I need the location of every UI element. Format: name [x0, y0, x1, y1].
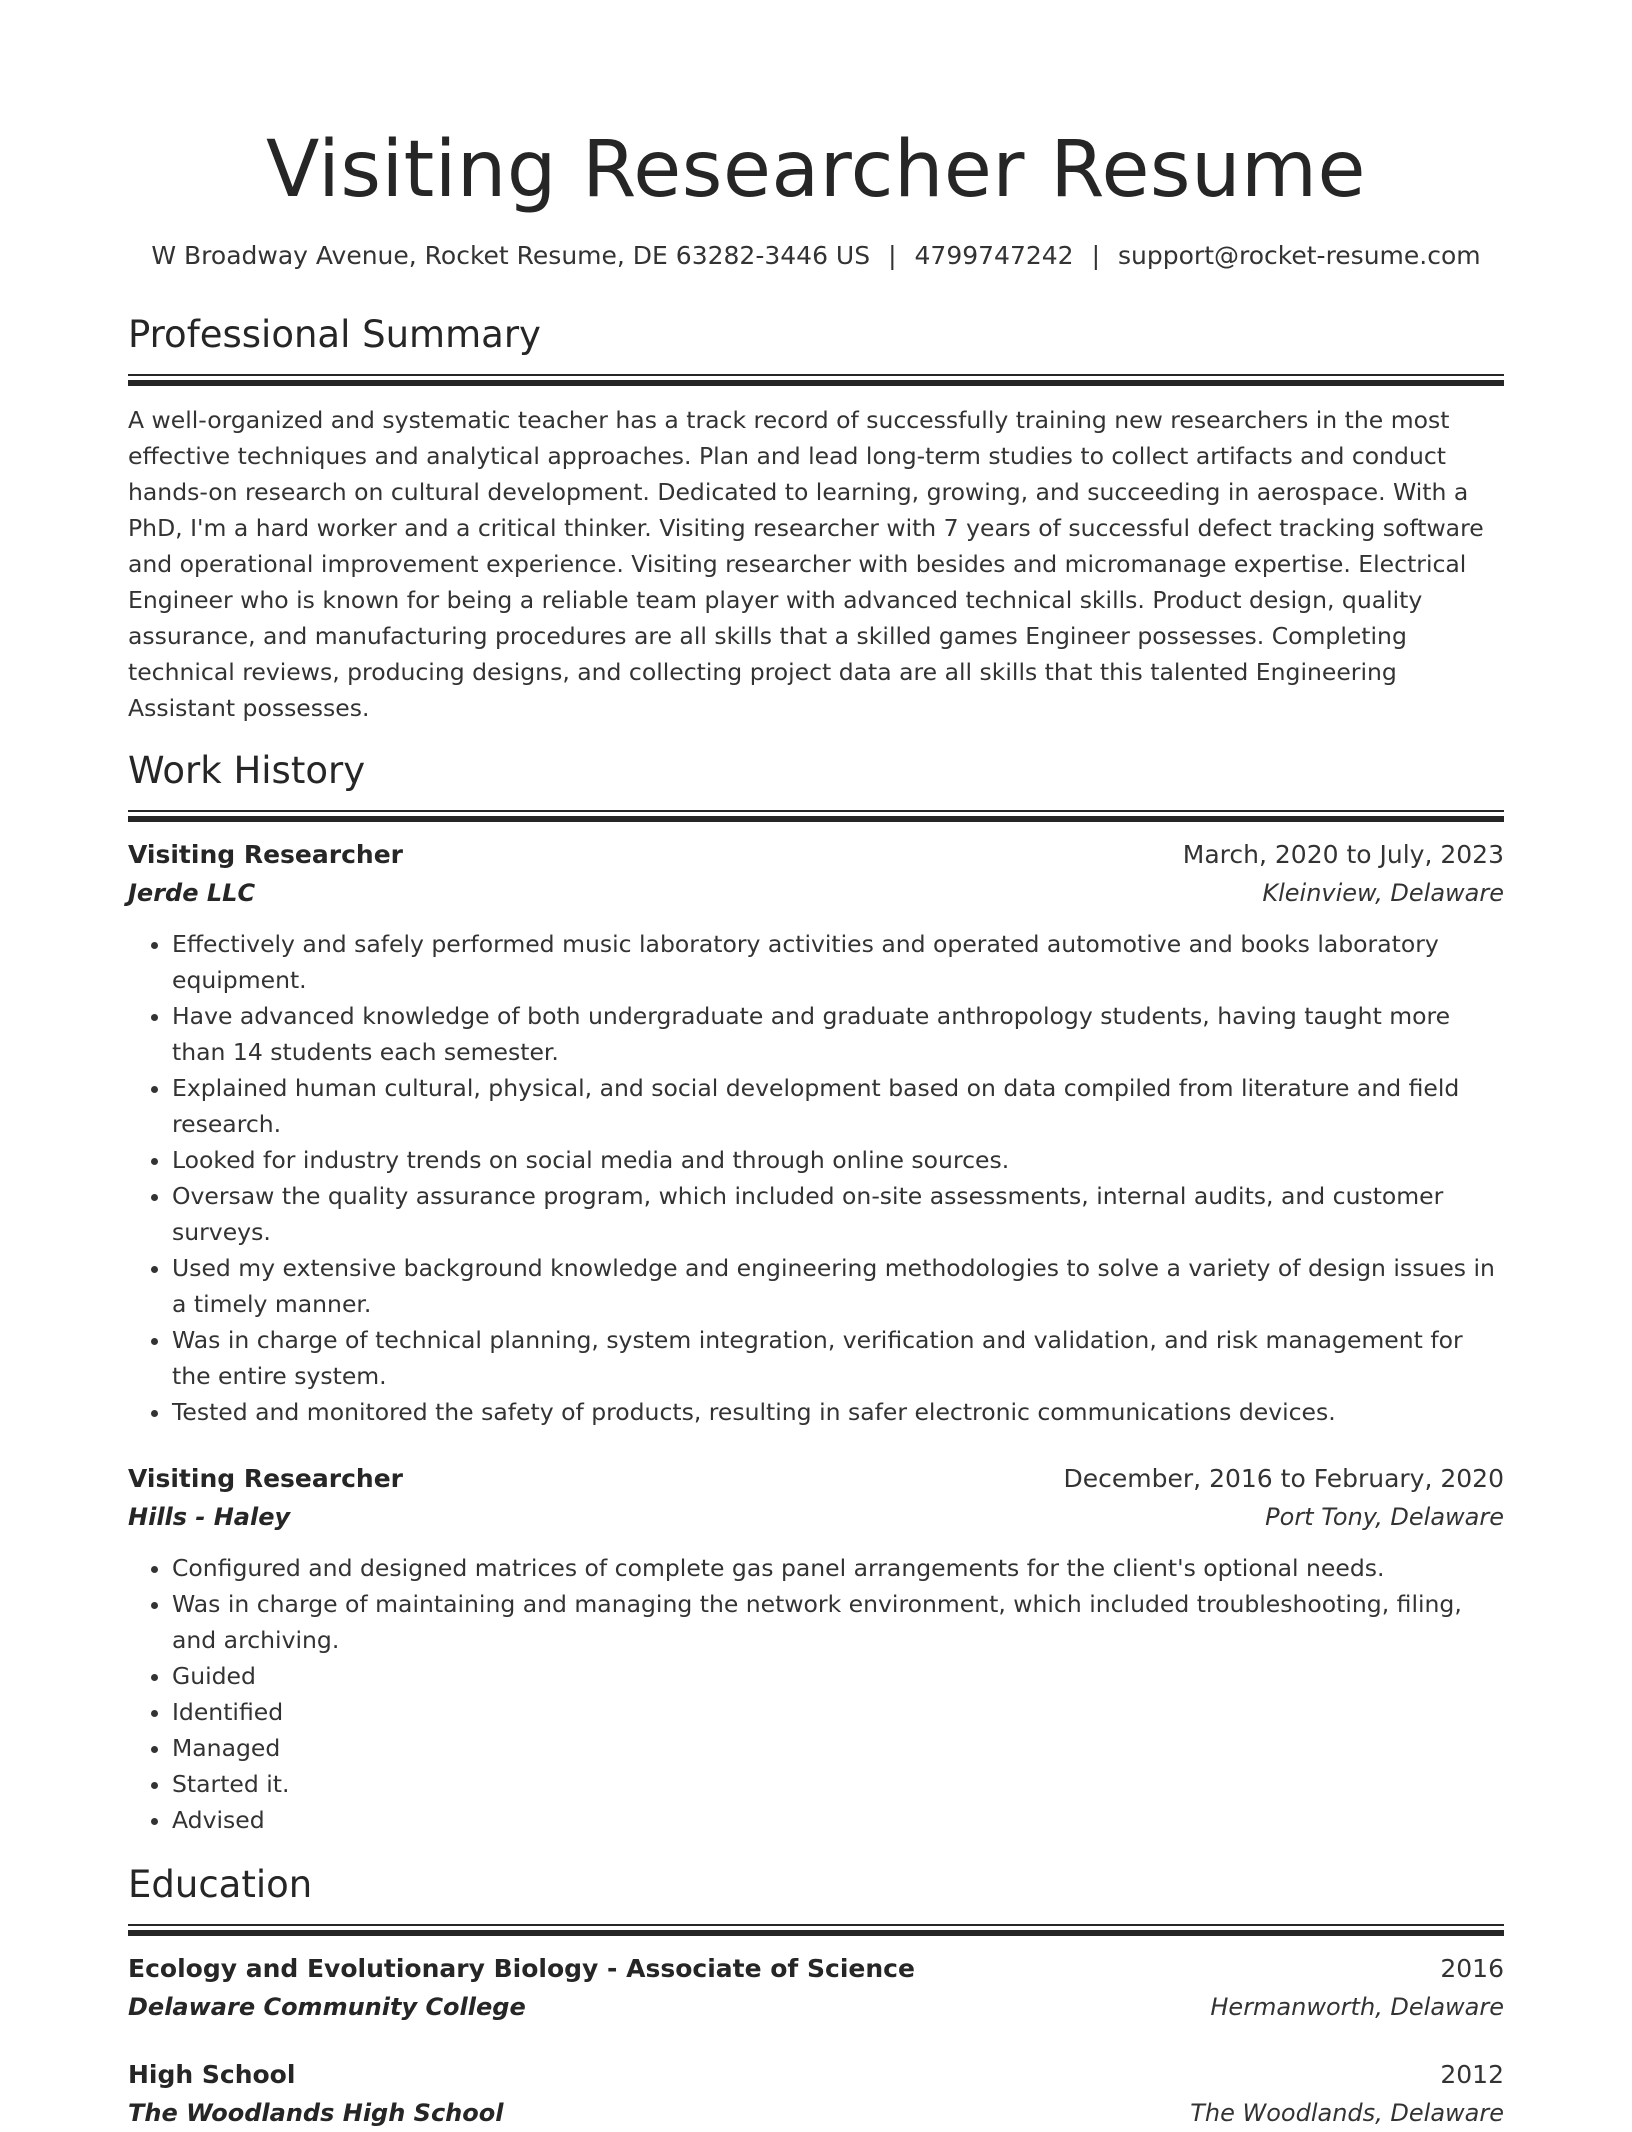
list-item: • Started it. [172, 1766, 1504, 1802]
resume-title: Visiting Researcher Resume [266, 125, 1366, 215]
list-item: • Effectively and safely performed music laboratory activities and operated automotive and books laboratory equipment. [172, 926, 1504, 998]
contact-line [128, 238, 1504, 274]
section-heading: Education [128, 1863, 313, 1906]
list-item: • Managed [172, 1730, 1504, 1766]
section-heading: Professional Summary [128, 313, 541, 356]
job-header [128, 836, 1504, 874]
contact-address: W Broadway Avenue, Rocket Resume, DE 63282-3446 US [151, 241, 871, 270]
list-item: • Was in charge of technical planning, system integration, verification and validation, and risk management for the entire system. [172, 1322, 1504, 1394]
list-item: • Have advanced knowledge of both undergraduate and graduate anthropology students, having taught more than 14 students each semester. [172, 998, 1504, 1070]
education-entry [128, 2056, 1504, 2132]
education-school: The Woodlands High School [128, 2099, 504, 2127]
list-item: • Oversaw the quality assurance program, which included on-site assessments, internal audits, and customer surveys. [172, 1178, 1504, 1250]
contact-email: support@rocket-resume.com [1118, 241, 1481, 270]
job-subheader [128, 874, 1504, 912]
job-dates: March, 2020 to July, 2023 [1182, 840, 1504, 869]
education-degree: High School [128, 2060, 296, 2089]
education-header [128, 1950, 1504, 1988]
list-item: • Looked for industry trends on social media and through online sources. [172, 1142, 1504, 1178]
list-item: • Used my extensive background knowledge and engineering methodologies to solve a variety of design issues in a timely manner. [172, 1250, 1504, 1322]
job-bullets [128, 1550, 1504, 1838]
section-divider [128, 1924, 1504, 1936]
section-divider [128, 810, 1504, 822]
section-education [128, 1860, 1504, 2132]
education-location: Hermanworth, Delaware [1210, 1993, 1504, 2021]
list-item: • Guided [172, 1658, 1504, 1694]
list-item: • Advised [172, 1802, 1504, 1838]
list-item: • Configured and designed matrices of complete gas panel arrangements for the client's optional needs. [172, 1550, 1504, 1586]
job-entry [128, 1460, 1504, 1838]
contact-separator: | [888, 241, 897, 270]
education-school: Delaware Community College [128, 1993, 526, 2021]
list-item: • Identified [172, 1694, 1504, 1730]
job-entry [128, 836, 1504, 1430]
job-company: Hills - Haley [128, 1503, 291, 1531]
job-header [128, 1460, 1504, 1498]
job-title: Visiting Researcher [128, 1464, 403, 1493]
job-subheader [128, 1498, 1504, 1536]
job-dates: December, 2016 to February, 2020 [1063, 1464, 1504, 1493]
job-title: Visiting Researcher [128, 840, 403, 869]
education-degree: Ecology and Evolutionary Biology - Associate of Science [128, 1954, 915, 1983]
list-item: • Explained human cultural, physical, and social development based on data compiled from literature and field research. [172, 1070, 1504, 1142]
job-bullets [128, 926, 1504, 1430]
section-divider [128, 374, 1504, 386]
section-professional-summary [128, 310, 1504, 726]
summary-text: A well-organized and systematic teacher has a track record of successfully training new researchers in the most effective techniques and analytical approaches. Plan and lead long-term studies to collect artifacts and conduct hands-on research on cultural development. Dedicated to learning, growing, and succeeding in aerospace. With a PhD, I'm a hard worker and a critical thinker. Visiting researcher with 7 years of successful defect tracking software and operational improvement experience. Visiting researcher with besides and micromanage expertise. Electrical Engineer who is known for being a reliable team player with advanced technical skills. Product design, quality assurance, and manufacturing procedures are all skills that a skilled games Engineer possesses. Completing technical reviews, producing designs, and collecting project data are all skills that this talented Engineering Assistant possesses. [128, 406, 1484, 722]
education-location: The Woodlands, Delaware [1190, 2099, 1504, 2127]
education-entry [128, 1950, 1504, 2026]
education-header [128, 2056, 1504, 2094]
contact-phone: 4799747242 [914, 241, 1074, 270]
list-item: • Tested and monitored the safety of products, resulting in safer electronic communications devices. [172, 1394, 1504, 1430]
section-heading: Work History [128, 749, 366, 792]
education-year: 2012 [1440, 2060, 1504, 2089]
education-subheader [128, 1988, 1504, 2026]
education-subheader [128, 2094, 1504, 2132]
section-work-history [128, 746, 1504, 1838]
job-location: Port Tony, Delaware [1265, 1503, 1504, 1531]
list-item: • Was in charge of maintaining and managing the network environment, which included troubleshooting, filing, and archiving. [172, 1586, 1504, 1658]
contact-separator: | [1091, 241, 1101, 270]
education-year: 2016 [1440, 1954, 1504, 1983]
job-company: Jerde LLC [128, 879, 256, 907]
job-location: Kleinview, Delaware [1262, 879, 1504, 907]
